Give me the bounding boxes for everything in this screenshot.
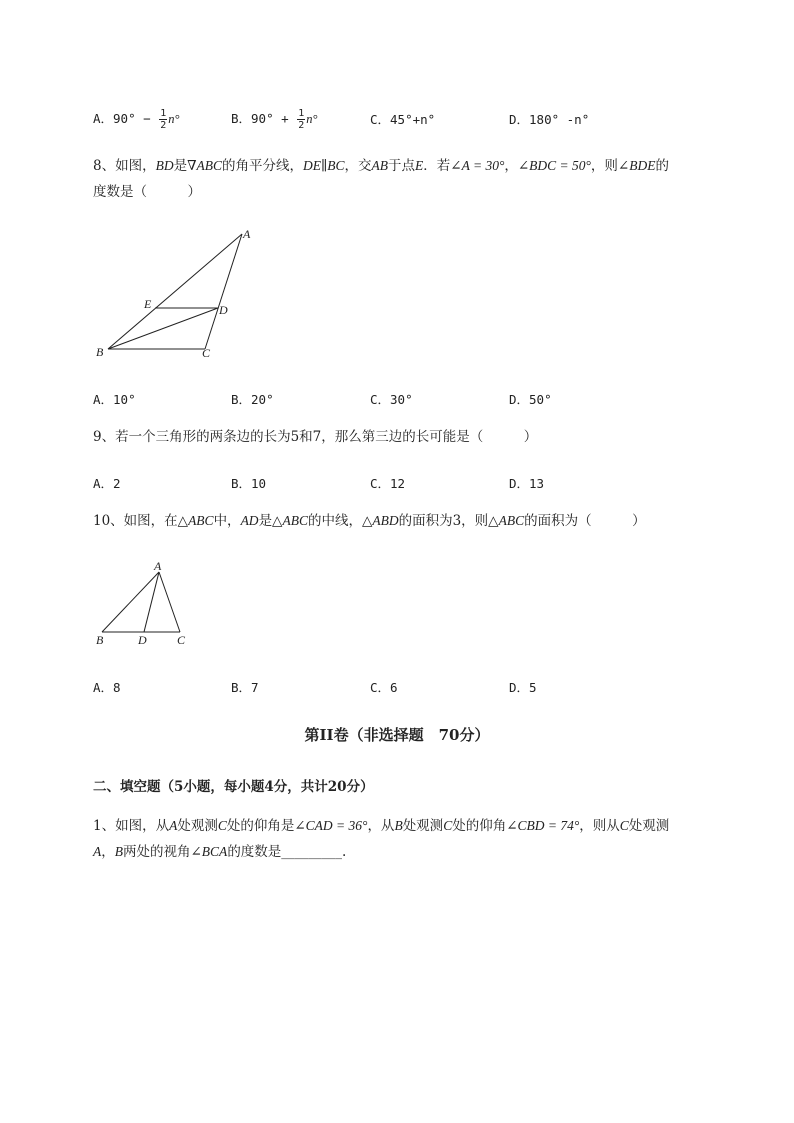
q10-option-d: D．5 xyxy=(509,680,537,695)
q8-option-c: C．30° xyxy=(370,392,413,407)
fill1-seg: A xyxy=(93,844,102,859)
q8-seg: 的 xyxy=(655,158,669,174)
fraction-numerator: 1 xyxy=(160,108,167,119)
fill1-seg: 1、如图，从 xyxy=(93,818,170,834)
q8-label-d: D xyxy=(219,303,228,317)
q8-seg: ∠A = 30° xyxy=(450,158,505,173)
fill1-seg: 的度数是_________. xyxy=(227,844,347,860)
q8-seg: ∠BDC = 50° xyxy=(517,158,591,173)
section2-heading: 二、填空题（5小题，每小题4分，共计20分） xyxy=(93,779,374,795)
q10-seg: 10、如图，在△ xyxy=(93,513,189,529)
fill1-seg: 处的仰角是 xyxy=(226,818,295,834)
q10-option-c: C．6 xyxy=(370,680,398,695)
part2-title: 第II卷（非选择题 70分） xyxy=(304,726,490,744)
q8-label-b: B xyxy=(96,345,104,359)
q8-seg: ∠BDE xyxy=(617,158,656,173)
q10-label-d: D xyxy=(138,633,147,647)
fraction-denominator: 2 xyxy=(160,120,167,131)
fill1-seg: 处观测 xyxy=(177,818,218,834)
q7-option-d: D．180° -n° xyxy=(509,112,590,127)
q7-option-a-sign: − xyxy=(143,111,151,126)
fill1-seg: ， xyxy=(101,844,115,860)
fill1-seg: B xyxy=(394,818,403,833)
q10-seg: ABC xyxy=(282,513,308,528)
q8-seg: ．若 xyxy=(423,158,451,174)
q8-seg: 是∇ xyxy=(173,158,197,174)
fill1-seg: 处观测 xyxy=(628,818,670,834)
q8-option-a: A．10° xyxy=(93,392,136,407)
q10-stem xyxy=(93,508,743,534)
q9-option-a: A．2 xyxy=(93,476,121,491)
q8-label-e: E xyxy=(144,297,152,311)
q8-seg: AB xyxy=(371,158,389,173)
q10-seg: ABC xyxy=(188,513,214,528)
fill1-seg: ∠BCA xyxy=(190,844,228,859)
fraction-denominator: 2 xyxy=(298,120,305,131)
q10-label-a: A xyxy=(154,559,162,573)
fill1-seg: 两处的视角 xyxy=(123,844,191,860)
fill1-seg: 处观测 xyxy=(402,818,444,834)
q8-seg: ，则 xyxy=(590,158,618,174)
fill1-seg: ，则从 xyxy=(579,818,620,834)
q8-seg: BD xyxy=(155,158,174,173)
q10-option-a: A．8 xyxy=(93,680,121,695)
q8-option-d: D．50° xyxy=(509,392,552,407)
q10-seg: ABC xyxy=(498,513,525,528)
q9-stem: 9、若一个三角形的两条边的长为5和7，那么第三边的长可能是（ ） xyxy=(93,429,538,445)
q9-option-c: C．12 xyxy=(370,476,406,491)
fill1-seg: B xyxy=(114,844,123,859)
q8-seg: 于点 xyxy=(388,158,416,174)
q8-seg: ABC xyxy=(196,158,223,173)
q8-label-c: C xyxy=(202,346,211,360)
q8-seg: DE∥BC xyxy=(303,158,345,173)
q10-seg: 的面积为（ ） xyxy=(524,513,646,529)
fill1-seg: ，从 xyxy=(367,818,395,834)
q8-number: 8、如图， xyxy=(93,158,156,174)
q9-option-b: B．10 xyxy=(231,476,267,491)
q8-seg: ，交 xyxy=(344,158,372,174)
fill1-seg: ∠CBD = 74° xyxy=(506,818,580,833)
q8-option-b: B．20° xyxy=(231,392,274,407)
q10-seg: 的中线，△ xyxy=(307,513,373,529)
q7-option-a-tail: n° xyxy=(168,112,180,126)
q9-option-d: D．13 xyxy=(509,476,545,491)
q8-seg: ， xyxy=(504,158,518,174)
q10-seg: 中， xyxy=(213,513,241,529)
fill1-seg: 处的仰角 xyxy=(452,818,507,834)
fill1-seg: C xyxy=(443,818,453,833)
q7-option-b-label: B．90° xyxy=(231,111,274,126)
q8-seg: 的角平分线， xyxy=(222,158,304,174)
fraction-numerator: 1 xyxy=(298,108,305,119)
q7-option-b-sign: + xyxy=(281,111,289,126)
q7-option-b-tail: n° xyxy=(306,112,318,126)
q10-seg: 的面积为3，则△ xyxy=(398,513,499,529)
q10-seg: ABD xyxy=(372,513,399,528)
q10-label-c: C xyxy=(177,633,186,647)
fill1-seg: ∠CAD = 36° xyxy=(294,818,368,833)
q10-label-b: B xyxy=(96,633,104,647)
q10-seg: 是△ xyxy=(258,513,283,529)
q8-label-a: A xyxy=(243,227,251,241)
q10-seg: AD xyxy=(240,513,259,528)
fill1-stem xyxy=(93,813,743,865)
fill1-seg: C xyxy=(619,818,629,833)
q7-option-c: C．45°+n° xyxy=(370,112,436,127)
q10-option-b: B．7 xyxy=(231,680,259,695)
q8-seg: E xyxy=(415,158,424,173)
fill1-seg: C xyxy=(217,818,227,833)
q8-line2: 度数是（ ） xyxy=(93,184,201,200)
q7-option-a-label: A．90° xyxy=(93,111,136,126)
fill1-seg: A xyxy=(169,818,178,833)
